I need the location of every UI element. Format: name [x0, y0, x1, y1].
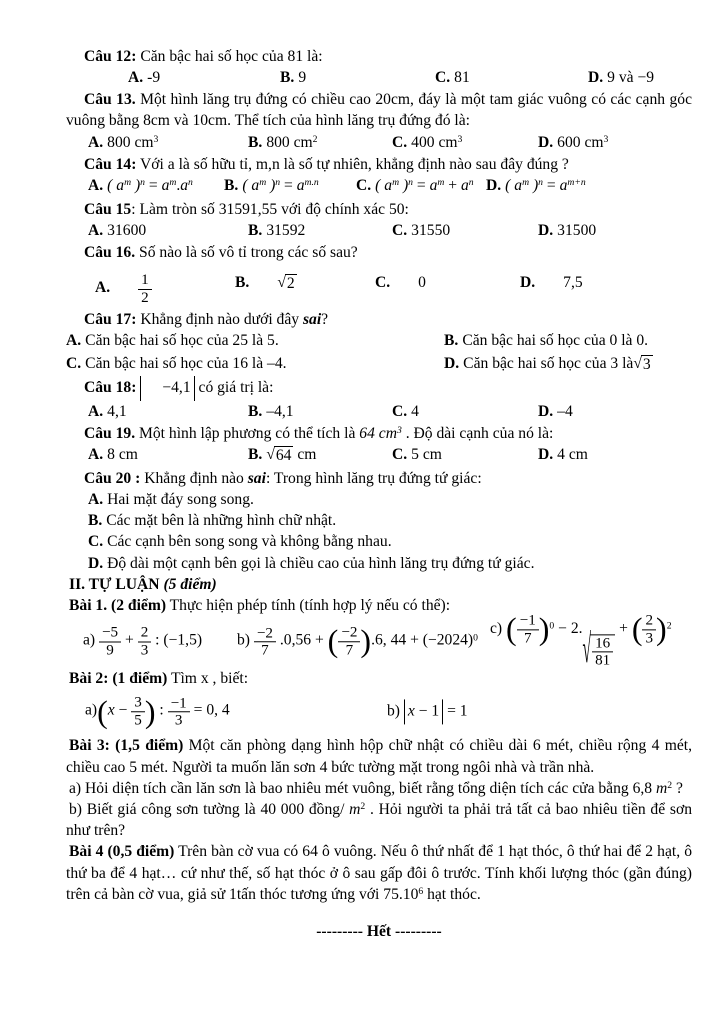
options-row: [66, 444, 692, 468]
options-row: [66, 401, 692, 423]
option-b: [248, 132, 317, 153]
option-c: [392, 401, 419, 422]
problem-paragraph: a) Hỏi diện tích cần lăn sơn là bao nhiêu mét vuông, biết rằng tổng diện tích các cửa bằng 6,8 $m^2$ ?: [69, 779, 683, 797]
section-heading: II. TỰ LUẬN (5 điểm): [69, 575, 217, 593]
math-expression: b) $\frac{-2}{7}$ .0,56 + ( $\frac{-2}{7}$ ) .6, $44 + (-2024)^0$: [237, 623, 478, 659]
option-value: 5 cm: [411, 445, 442, 463]
option-value: 4,1: [107, 402, 127, 420]
question-cau-14: [66, 154, 692, 199]
option-d: [538, 401, 573, 422]
option-key: D.: [538, 133, 554, 151]
option-key: B.: [248, 222, 263, 240]
options-row: [66, 132, 692, 154]
option-value: 9: [298, 69, 307, 87]
options-row: [66, 263, 692, 309]
option-value: Căn bậc hai số học của 0 là 0.: [462, 332, 649, 350]
option-key: D.: [538, 402, 554, 420]
math-row: [66, 689, 692, 735]
option-key: A.: [128, 69, 144, 87]
option-value: Căn bậc hai số học của 3 là √ 3: [463, 355, 651, 374]
option-value: ( $a^m$ )$^n = a^m.a^n$: [107, 176, 193, 194]
fraction: $\frac{2}{3}$: [138, 625, 152, 659]
option-value: 31600: [107, 222, 147, 240]
option-key: D.: [444, 355, 460, 373]
option-value: 9 và −9: [607, 69, 655, 87]
question-cau-15: [66, 199, 692, 242]
options-row: [66, 175, 692, 199]
options-row: [66, 330, 692, 353]
option-value: ( $a^m$ )$^n = a^{m.n}$: [242, 176, 319, 194]
fraction: $\frac{-2}{7}$: [254, 625, 276, 659]
option-key: A.: [88, 176, 104, 194]
option-key: C.: [392, 222, 408, 240]
question-header: Câu 14: Với a là số hữu tỉ, m,n là số tự nhiên, khẳng định nào sau đây đúng ?: [84, 155, 569, 173]
problem-paragraph: Bài 1. (2 điểm) Thực hiện phép tính (tính hợp lý nếu có thể):: [69, 597, 451, 615]
option-key: C.: [392, 133, 408, 151]
option-key: C.: [66, 355, 82, 373]
question-header: Câu 17: Khẳng định nào dưới đây sai?: [84, 311, 329, 329]
question-cau-12: [66, 46, 692, 89]
option-b: [280, 67, 306, 88]
option-key: A.: [88, 133, 104, 151]
option-c: [392, 220, 450, 241]
option-key: D.: [520, 274, 536, 292]
option-key: B.: [235, 274, 250, 292]
big-parens: ( $\frac{2}{3}$ ): [631, 611, 667, 647]
math-expression: a) ( x − $\frac{3}{5}$ ) : $\frac{-1}{3}$ = 0, 4: [85, 693, 230, 729]
fraction: $\frac{2}{3}$: [642, 613, 656, 647]
option-value: Căn bậc hai số học của 16 là –4.: [85, 355, 287, 373]
option-key: B.: [88, 512, 107, 530]
option-value: 400 $cm^3$: [411, 133, 463, 151]
option-value: [138, 272, 152, 306]
option-d: [538, 220, 596, 241]
option-d: D. Độ dài một cạnh bên gọi là chiều cao của hình lăng trụ đứng tứ giác.: [88, 554, 535, 572]
math-row: [66, 611, 692, 673]
option-d: [486, 175, 586, 196]
problem-bai-3: [66, 735, 692, 841]
question-header: Câu 16. Số nào là số vô tỉ trong các số sau?: [84, 244, 358, 262]
option-a: [88, 132, 158, 153]
option-key: C.: [435, 69, 451, 87]
problem-bai-2: [66, 668, 692, 735]
multiple-choice-section: [66, 46, 692, 574]
option-value: 4: [411, 402, 419, 420]
option-a: [88, 175, 193, 196]
option-value: ( $a^m$ )$^n = a^m + a^n$: [375, 176, 474, 194]
question-cau-18: [66, 376, 692, 422]
fraction: $\frac{16}{81}$: [592, 635, 613, 669]
big-parens: ( $\frac{-2}{7}$ ): [327, 623, 372, 659]
option-a: [88, 220, 146, 241]
option-value: ( $a^m$ )$^n = a^{m+n}$: [505, 176, 586, 194]
option-key: C.: [356, 176, 372, 194]
math-expression: b) x − 1 = 1: [387, 700, 468, 724]
question-header: Câu 18: −4,1 có giá trị là:: [66, 376, 692, 400]
option-value: 31500: [557, 222, 597, 240]
fraction: $\frac{3}{5}$: [131, 695, 145, 729]
option-value: -9: [147, 69, 161, 87]
math-expression: c) ( $\frac{-1}{7}$ ) $^0$ − 2. √ $\frac{16}{81}$ + ( $\frac{2}{3}$ ) $^2$: [490, 611, 672, 673]
question-header: Câu 12: Căn bậc hai số học của 81 là:: [84, 48, 323, 65]
option-key: D.: [538, 222, 554, 240]
option-value: √ 64 cm: [266, 445, 317, 464]
question-cau-20: [66, 468, 692, 574]
absolute-value: −4,1: [140, 376, 194, 400]
option-value: 800 $cm^2$: [266, 133, 318, 151]
option-b: [444, 330, 648, 351]
big-parens: ( $\frac{-1}{7}$ ): [506, 611, 550, 647]
option-d: [520, 272, 583, 293]
option-d: [588, 67, 654, 88]
question-cau-17: [66, 309, 692, 376]
options-row: [66, 220, 692, 242]
end-marker: --------- Hết ---------: [316, 923, 442, 941]
fraction: $\frac{-1}{7}$: [517, 613, 539, 647]
question-header: Câu 13. Một hình lăng trụ đứng có chiều cao 20cm, đáy là một tam giác vuông có các cạnh góc vuông bằng 8cm và 10cm. Thể tích của hình lăng trụ đứng đó là:: [66, 91, 692, 130]
option-c: C. Các cạnh bên song song và không bằng nhau.: [88, 533, 392, 551]
option-key: C.: [392, 445, 408, 463]
radical-icon: √: [266, 445, 275, 463]
option-b: [248, 220, 305, 241]
option-d: [444, 353, 653, 374]
option-value: 800 $cm^3$: [107, 133, 159, 151]
problem-paragraph: Bài 4 (0,5 điểm) Trên bàn cờ vua có 64 ô vuông. Nếu ô thứ nhất để 1 hạt thóc, ô thứ hai để 2 hạt, ô thứ ba để 4 hạt… cứ như thế, số hạt thóc ở ô sau gấp đôi ô trước. Tính khối lượng thóc (gần đúng) trên cả bàn cờ vua, giả sử 1tấn thóc tương ứng với 75.10$^6$ hạt thóc.: [66, 843, 692, 903]
sqrt-radical: √ 64: [266, 445, 292, 464]
option-value: 7,5: [563, 274, 583, 292]
question-cau-13: [66, 89, 692, 153]
fraction: $\frac{-2}{7}$: [338, 625, 360, 659]
option-a: [88, 444, 138, 465]
option-key: B.: [444, 332, 459, 350]
option-a: A. Hai mặt đáy song song.: [88, 491, 254, 509]
question-header: Câu 15: Làm tròn số 31591,55 với độ chính xác 50:: [84, 200, 409, 218]
option-a: [66, 330, 279, 351]
problem-paragraph: Bài 2: (1 điểm) Tìm x , biết:: [69, 670, 249, 688]
math-expression: a) $\frac{-5}{9}$ + $\frac{2}{3}$ : (−1,5): [83, 624, 203, 659]
question-header: Câu 20 : Khẳng định nào sai: Trong hình lăng trụ đứng tứ giác:: [84, 469, 482, 487]
radical-icon: √: [277, 274, 286, 292]
option-value: –4,1: [266, 402, 294, 420]
problem-paragraph: Bài 3: (1,5 điểm) Một căn phòng dạng hình hộp chữ nhật có chiều dài 6 mét, chiều rộng 4 mét, chiều cao 5 mét. Người ta muốn lăn sơn 4 bức tường mặt trong ngôi nhà và trần nhà.: [66, 737, 692, 776]
question-cau-19: [66, 423, 692, 468]
fraction: $\frac{-1}{3}$: [168, 695, 190, 729]
fraction: $\frac{1}{2}$: [138, 272, 152, 306]
big-parens: ( x − $\frac{3}{5}$ ): [97, 693, 156, 729]
option-a: [88, 401, 127, 422]
option-b: [235, 272, 297, 293]
option-c: [356, 175, 474, 196]
options-row: [66, 353, 692, 376]
problem-bai-1: [66, 595, 692, 673]
fraction: $\frac{-5}{9}$: [99, 625, 121, 659]
question-cau-16: [66, 242, 692, 309]
option-key: D.: [486, 176, 502, 194]
option-b: [224, 175, 319, 196]
essay-section: [66, 574, 692, 905]
option-key: A.: [95, 279, 111, 297]
option-key: A.: [66, 332, 82, 350]
option-value: 31550: [411, 222, 451, 240]
option-a: [95, 272, 152, 306]
sqrt-radical: √ 3: [633, 355, 651, 374]
option-value: 31592: [266, 222, 306, 240]
option-b: [248, 401, 294, 422]
option-key: A.: [88, 445, 104, 463]
option-c: [375, 272, 426, 293]
option-key: B.: [248, 133, 263, 151]
option-value: [277, 274, 296, 291]
problem-bai-4: [66, 841, 692, 905]
option-key: A.: [88, 491, 108, 509]
absolute-value: x − 1: [404, 700, 443, 724]
question-header: Câu 19. Một hình lập phương có thể tích là 64 $cm^3$ . Độ dài cạnh của nó là:: [84, 424, 554, 442]
option-c: [66, 353, 287, 374]
radical-icon: √: [633, 355, 642, 373]
option-b: [248, 444, 316, 465]
option-value: 4 cm: [557, 445, 588, 463]
option-value: 81: [454, 69, 470, 87]
option-key: A.: [88, 402, 104, 420]
option-key: B.: [248, 445, 263, 463]
options-row: [66, 67, 692, 89]
option-d: [538, 444, 588, 465]
option-c: [435, 67, 470, 88]
option-c: [392, 444, 442, 465]
option-key: D.: [88, 554, 108, 572]
option-key: C.: [392, 402, 408, 420]
option-key: C.: [375, 274, 391, 292]
option-c: [392, 132, 462, 153]
option-value: 600 $cm^3$: [557, 133, 609, 151]
radical-icon: √: [582, 627, 592, 673]
option-key: C.: [88, 533, 108, 551]
problem-paragraph: b) Biết giá công sơn tường là 40 000 đồng/ $m^2$ . Hỏi người ta phải trả tất cả bao nhiêu tiền để sơn như trên?: [66, 801, 692, 840]
option-b: B. Các mặt bên là những hình chữ nhật.: [88, 512, 337, 530]
option-key: D.: [588, 69, 604, 87]
option-key: D.: [538, 445, 554, 463]
option-value: 0: [418, 274, 426, 292]
sqrt-radical: √ 2: [277, 274, 295, 293]
option-key: B.: [248, 402, 263, 420]
option-value: 8 cm: [107, 445, 138, 463]
option-key: B.: [224, 176, 239, 194]
option-a: [128, 67, 160, 88]
option-value: –4: [557, 402, 573, 420]
option-d: [538, 132, 608, 153]
option-value: Căn bậc hai số học của 25 là 5.: [85, 332, 279, 350]
sqrt-radical: [582, 627, 616, 673]
option-key: B.: [280, 69, 295, 87]
option-key: A.: [88, 222, 104, 240]
